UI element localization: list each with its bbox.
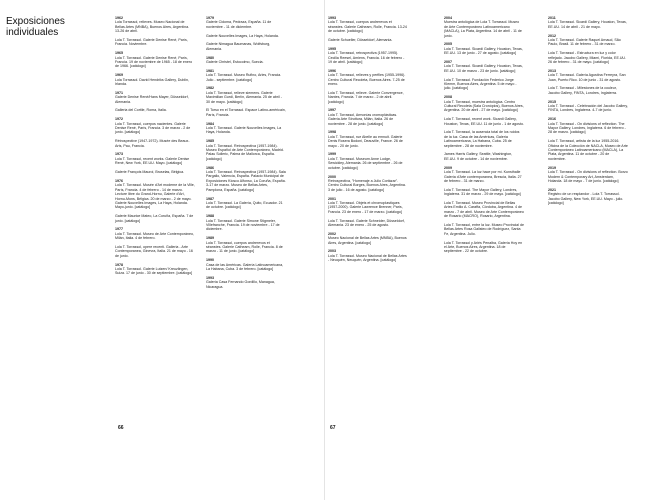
exhibition-entry (444, 16, 524, 38)
entry-text: Lola T. Torrassol. Retrospectiva (1957-1984). Museo Español de Arte Contemporáneo, Madrid. Palau Solleric, Palma de Mallorca, España. [catálogo] (206, 143, 284, 161)
page-number-left: 66 (118, 425, 124, 431)
exhibition-entry (115, 108, 195, 112)
entry-text: Lola T. Torrassol - Milestones de la couleur, Jacobo Gallery, FINTA, Londres, Inglaterra. (548, 86, 617, 95)
entry-text: Lola T. Torrassol y Ariés Penalba, Galería Hoy en el Arte, Buenos Aires, Argentina. 18 de septiembre - 22 de octubre. (444, 240, 523, 254)
exhibition-entry (328, 69, 408, 87)
entry-year: 1978 (115, 262, 123, 267)
exhibition-entry (548, 69, 628, 82)
exhibition-entry (548, 117, 628, 135)
exhibition-entry (548, 166, 628, 184)
exhibition-entry (328, 108, 408, 126)
entry-text: Lola T. Torrassol, entre la luz. Museo Provincial de Bellas Artes Rosa Galisteo de Rodríguez, Santa Fe, Argentina. Julio. (444, 222, 524, 236)
entry-text: Galerie François Mauroi, Bruselas, Bélgica. (115, 170, 185, 175)
entry-text: Lola T. Torrassol. Galerie Simone Stigmeier, Villefranche, Francia. 19 de noviembre - 17 de diciembre. (206, 218, 280, 232)
exhibition-entry (444, 241, 524, 254)
exhibition-entry (206, 276, 286, 289)
exhibition-entry (444, 166, 524, 184)
entry-text: Lola T. Torrassol, la ausencia total de los ruidos de la luz. Casa de las Américas, Galería Latinoamericana, La Habana, Cuba. 25 de septiembre - 28 de noviembre. (444, 130, 520, 148)
entry-text: El Torso en el Torrassol. Espace Latino-américain, París, Francia. (206, 108, 286, 117)
entry-text: Lola T. Torrassol, relieves y perfiles (1955-1996). Centro Cultural Recoleta, Buenos Aires. 7-25 de enero. (328, 73, 406, 87)
entry-text: Lola T. Torrassol. Sicardi Gallery, Houston, Texas, EE.UU. 14 de abril - 21 de mayo. (548, 20, 627, 29)
exhibition-entry (548, 51, 628, 64)
exhibition-entry (328, 219, 408, 228)
entry-year: 1995 (328, 46, 336, 51)
entry-text: Lola Torrassol, relieves. Museo Nacional de Bellas Artes (MNBA), Buenos Aires, Argentina. 13-26 de abril. (115, 20, 190, 34)
entry-text: Lola T. Torrassol. Galería Agustina Ferreyra, San Juan, Puerto Rico. 10 de junio - 31 de agosto. (548, 73, 626, 82)
exhibition-entry (328, 232, 408, 245)
entry-year: 1980 (206, 55, 214, 60)
exhibition-entry (206, 42, 286, 51)
exhibition-entry (115, 227, 195, 240)
exhibition-entry (444, 60, 524, 73)
exhibition-entry (206, 197, 286, 210)
exhibition-entry (548, 100, 628, 113)
exhibition-entry (444, 78, 524, 91)
entry-text: Lola T. Torrassol, recent work. Sicardi Gallery, Houston, Texas, EE.UU. 11 de junio - 1 de agosto. (444, 117, 524, 126)
exhibition-entry (548, 188, 628, 206)
entry-year: 1998 (328, 130, 336, 135)
right-column-1 (328, 16, 408, 267)
right-column-3 (548, 16, 628, 210)
entry-text: Lola T. Torrassol. La luz hace por mí. Kunsthalle Galería d'Arte contemporanea, Brescia, Italia. 27 de febrero - 31 de marzo. (444, 170, 522, 183)
entry-text: Lola T. Torrassol. Galerie Denise René, París, Francia. Noviembre. (115, 38, 188, 47)
entry-year: 1997 (328, 108, 336, 113)
exhibition-entry (548, 34, 628, 47)
entry-year: 1969 (115, 73, 123, 78)
exhibition-entry (115, 263, 195, 276)
entry-year: 2011 (548, 16, 556, 20)
entry-year: 2013 (548, 68, 556, 73)
entry-text: Lola T. Torrassol. Galerie Lutzen/ Kreuzlingen, Suiza. 17 de junio - 30 de septiembre. [catálogo] (115, 266, 193, 276)
entry-text: Museo Nacional de Bellas Artes (MNBA), Buenos Aires, Argentina. [catálogo] (328, 236, 407, 245)
exhibition-entry (328, 16, 408, 34)
entry-text: Lola T. Torrassol. Galerie Denise René, París, Francia. 19 de noviembre de 1965 - 18 de enero de 1966. [catálogo] (115, 55, 193, 69)
entry-year: 1986 (206, 165, 214, 170)
entry-text: Retrospectiva, "Homenaje a Julio Cortázar". Centro Cultural Borges, Buenos Aires, Argentina. 3 de julio - 16 de agosto. [catálogo] (328, 178, 406, 192)
exhibition-entry (206, 139, 286, 161)
left-column-1 (115, 16, 195, 280)
entry-year: 1993 (206, 275, 214, 280)
exhibition-entry (206, 122, 286, 135)
entry-year: 1965 (115, 51, 123, 56)
entry-text: Lola T. Torrassol, relieve. Galerie Convergence, Nantes, Francia. 7 de marzo - 2 de abril. [catálogo] (328, 90, 404, 104)
entry-text: Galerie Schueller, Düsseldorf, Alemania. (328, 38, 393, 43)
entry-text: Lola T. Torrassol, cuerpos nacientes. Galerie Denise René, París, Francia. 3 de marzo - 2 de junio. [catálogo] (115, 121, 191, 135)
exhibition-entry (206, 69, 286, 82)
entry-year: 2008 (444, 95, 452, 100)
entry-year: 1996 (328, 68, 336, 73)
entry-year: 1973 (115, 152, 123, 157)
exhibition-entry (328, 91, 408, 104)
exhibition-entry (548, 139, 628, 161)
exhibition-entry (444, 42, 524, 55)
exhibition-entry (115, 51, 195, 69)
exhibition-entry (444, 130, 524, 148)
entry-text: Lola T. Torrassol - Estructura en luz y color reflejado. Jacobo Gallery, Miami, Florida, EE.UU. 26 de febrero - 31 de mayo. [catálogo] (548, 51, 627, 65)
exhibition-entry (115, 214, 195, 223)
exhibition-entry (115, 179, 195, 210)
exhibition-entry (444, 117, 524, 126)
entry-text: Lola T. Torrassol. Musée d'Art moderne de la Ville, París, Francia. 4 de febrero - 14 de marzo. Lecture libre du Grand-Hornu, Galerie d'Art, Hornu-Mons, Bélgica. 20 de marzo - 2 de mayo. Galerie Nouvelles Images, La Haya, Holanda. Mayo-junio. [catálogo] (115, 183, 195, 210)
entry-text: Lola T. Torrassol, artista de la luz 1955-2016. Oficina de la Colección de NACLA, Museo de Arte Contemporáneo Latinoamericano (MACLA), La Plata, Argentina. 11 de octubre - 20 de noviembre. (548, 139, 628, 161)
entry-year: 1989 (206, 236, 214, 241)
entry-text: Lola T. Torrassol, retrospectiva (1957-1995). Cecilia Reesel, Amiens, Francia. 16 de febrero - 19 de abril. [catálogo] (328, 51, 405, 65)
exhibition-entry (444, 223, 524, 236)
entry-text: James Harris Gallery, Seattle, Washington, EE.UU. 9 de octubre - 14 de noviembre. (444, 152, 513, 161)
exhibition-entry (328, 47, 408, 65)
entry-text: Galería Casa Fernando Gordillo, Managua, Nicaragua. (206, 280, 275, 289)
entry-text: Lola T. Torrassol, rue Abelle au emnuit. Galerie Denis Rosera Bodoni, Deauville, France. 26 de mayo - 20 de junio. (328, 134, 403, 148)
entry-year: 2003 (328, 249, 336, 254)
entry-text: Lola T. Torrassol - On divisions of reflection. Borzo Modern & Contemporary Art, Amsterdam, Holanda. 18 de mayo - 7 de junio. [catálogo] (548, 170, 628, 183)
entry-text: Lola T. Torrassol, Armonías cromoplásticas. Galería Arte Struttura, Milán, Italia. 26 de noviembre - 28 de junio. [catálogo] (328, 112, 398, 126)
entry-text: Galerie Nouvelles Images, La Haya, Holanda. (206, 33, 279, 38)
exhibition-entry (206, 56, 286, 65)
entry-text: Lola T. Torrassol, cuerpos andrerevos et séanstes. Galerie Catheam, Rolle, Francia. 13-24 de octubre. [catálogo] (328, 20, 407, 34)
exhibition-entry (115, 16, 195, 34)
entry-text: Galerie Maurice Mateo, La Coruña, España. 7 de junio. [catálogo] (115, 214, 194, 223)
entry-year: 2007 (444, 60, 452, 65)
entry-text: Lola T. Torrassol, relieve siemens. Galerie Maximilian Gurdi, Berlín, Alemania. 25 de abril - 30 de mayo. [catálogo] (206, 90, 282, 104)
entry-year: 2001 (328, 196, 336, 201)
page-gutter (324, 0, 325, 500)
entry-year: 1988 (206, 214, 214, 219)
entry-text: Lola T. Torrassol. Galerie Nouvelles Images, La Haya, Holanda. (206, 126, 282, 135)
exhibition-entry (548, 16, 628, 29)
exhibition-entry (328, 197, 408, 215)
entry-text: Galerie Nimagua Baumanas, Wolfsburg, Alemania. (206, 42, 271, 51)
left-page (0, 0, 324, 500)
left-column-2 (206, 16, 286, 293)
entry-text: Lola T. Torrassol, opere recenti. Galleria - Arte Contemporanea, Ginevra, Italia. 21 de mayo - 16 de junio. (115, 244, 193, 258)
entry-text: Casa de las Américas. Galería Latinoamericana, La Habana, Cuba. 3 de febrero. [catálogo] (206, 262, 284, 271)
entry-year: 1979 (206, 16, 214, 20)
exhibition-entry (115, 117, 195, 135)
exhibition-entry (444, 201, 524, 219)
entry-text: Lola T. Torrassol, muestra antológica. Centro Cultural Recoleta (Sala Cronópios), Buenos Aires, Argentina. 20 de abril - 27 de mayo. [catálogo] (444, 99, 524, 113)
exhibition-entry (206, 214, 286, 232)
entry-text: Lola T. Torrassol. La Galería, Quito, Ecuador. 21 de octubre. [catálogo] (206, 200, 283, 210)
entry-year: 2021 (548, 187, 556, 192)
entry-text: Lola Torrassol. David Hendriks Gallery, Dublin, Irlanda. (115, 77, 189, 87)
exhibition-entry (328, 130, 408, 148)
exhibition-entry (206, 166, 286, 192)
page-number-right: 67 (330, 425, 336, 431)
entry-text: Lola T. Torrassol. Museo Provincial de Bellas Artes Emilio A. Caraffa, Córdoba, Argentina. 4 de marzo - 7 de abril. Museo de Arte Contemporáneo de Rosario (MACRO), Rosario, Argentina. (444, 200, 524, 219)
entry-year: 2002 (328, 231, 336, 236)
exhibition-entry (115, 139, 195, 148)
entry-year: 1999 (328, 152, 336, 157)
exhibition-entry (444, 152, 524, 161)
exhibition-entry (115, 170, 195, 174)
entry-year: 1971 (115, 90, 123, 95)
entry-text: Lola T. Torrassol, recent works. Galerie Denise René, New York, EE.UU. Mayo. [catálogo] (115, 156, 190, 166)
entry-year: 1982 (206, 86, 214, 91)
entry-text: Lola T. Torrassol - Celebración del Jacobo Gallery, FINTA, Londres, Inglaterra. 4-7 de junio. (548, 104, 628, 113)
exhibition-entry (206, 258, 286, 271)
exhibition-entry (206, 86, 286, 104)
exhibition-entry (206, 34, 286, 38)
exhibition-entry (328, 175, 408, 193)
exhibition-entry (444, 95, 524, 113)
right-page (326, 0, 650, 500)
exhibition-entry (328, 152, 408, 170)
entry-year: 1990 (206, 258, 214, 263)
exhibition-entry (115, 73, 195, 86)
entry-text: Lola T. Torrassol. The Mayor Gallery, Londres, Inglaterra. 31 de marzo - 29 de mayo. [catálogo] (444, 187, 521, 197)
entry-text: Lola T. Torrassol. Sicardi Gallery, Houston, Texas, EE.UU. 13 de junio - 27 de agosto. [catálogo] (444, 46, 523, 56)
exhibition-entry (115, 152, 195, 165)
entry-text: Galerie Christel, Estocolmo, Suecia. (206, 60, 264, 65)
entry-text: Lola T. Torrassol. Museo Nacional de Bellas Artes - Neuquén, Neuquén, Argentina. [catálogo] (328, 253, 407, 263)
entry-text: Lola T. Torrassol. Objets et chromoplastiques (1957-2000). Galerie Lawrence Brenner, París, Francia. 23 de enero - 17 de marzo. [catálogo] (328, 200, 403, 214)
entry-year: 2015 (548, 99, 556, 104)
entry-year: 1984 (206, 121, 214, 126)
entry-year: 1987 (206, 196, 214, 201)
exhibition-entry (206, 108, 286, 117)
exhibition-entry (444, 188, 524, 197)
exhibition-entry (548, 86, 628, 95)
entry-year: 2000 (328, 174, 336, 179)
right-column-2 (444, 16, 524, 258)
entry-text: Lola T. Torrassol. Museo Rufino, Arles, Francia. Julio - septiembre. [catálogo] (206, 73, 282, 82)
entry-text: Lola T. Torrassol, cuerpos andrerevos et séanstes. Galerie Catheam, Rolle, Francia. 8 de marzo - 11 de junio. [catálogo] (206, 240, 283, 254)
exhibition-entry (328, 249, 408, 262)
entry-year: 2004 (444, 16, 452, 20)
entry-text: Lola T. Torrassol. Sicardi Gallery, Houston, Texas, EE.UU. 10 de marzo - 23 de junio. [catálogo] (444, 64, 523, 73)
entry-text: Lola T. Torrassol. Fundación Federico Jorge Klemm, Buenos Aires, Argentina. 5 de mayo - julio. [catálogo] (444, 77, 517, 91)
exhibition-entry (115, 38, 195, 47)
entry-text: Muestra antológica de Lola T. Torrassol. Museo de Arte Contemporáneo Latinoamericano (MACLA), La Plata, Argentina. 14 de abril - 11 de junio. (444, 20, 522, 38)
entry-year: 1993 (328, 16, 336, 20)
entry-text: Lola T. Torrassol - On divisions of reflection. The Mayor Gallery, Londres, Inglaterra. 6 de febrero - 28 de marzo. [catálogo] (548, 121, 626, 135)
entry-text: Rétrospective (1947-1972). Musée des Beaux-Arts, Pau, Francia. (115, 139, 190, 148)
entry-year: 2005 (444, 42, 452, 47)
entry-year: 2019 (548, 165, 556, 170)
entry-text: Lola T. Torrassol. Museum Anne Lodge, Sewickley, Alemania. 26 de septiembre - 26 de octubre. [catálogo] (328, 156, 403, 170)
entry-year: 2016 (548, 117, 556, 122)
entry-text: Registro de un resplandor - Lola T. Torrassol. Jacobo Gallery, New York, EE.UU. Mayo - julio. [catálogo] (548, 192, 624, 205)
entry-year: 1985 (206, 139, 214, 144)
entry-text: Galerie Cidoma, Pedraza, España. 11 de noviembre - 11 de diciembre. (206, 20, 272, 29)
entry-year: 2012 (548, 33, 556, 38)
exhibition-entry (328, 38, 408, 42)
entry-year: 1977 (115, 227, 123, 232)
entry-year: 1981 (206, 68, 214, 73)
entry-text: Lola T. Torrassol. Retrospectiva (1957-1984). Sala Pargallo, Valencia, España. Palacio Municipal de Exposiciones Kiosco Alfonso, La Coruña, España. 3-17 de marzo. Museo de Bellas Artes, Pamplona, España. [catálogo] (206, 170, 286, 192)
entry-year: 1976 (115, 178, 123, 183)
entry-text: Galerie Denise René/Hans Mayer, Düsseldorf, Alemania. (115, 95, 189, 104)
entry-year: 2009 (444, 165, 452, 170)
entry-text: Lola T. Torrassol. Galerie Raquel Arnaud, São Paulo, Brasil. 11 de febrero - 31 de marzo. (548, 38, 621, 47)
entry-text: Galleria del Cortile, Roma, Italia. (115, 108, 167, 113)
section-title: Exposiciones individuales (6, 16, 65, 38)
entry-year: 1962 (115, 16, 123, 20)
entry-text: Lola T. Torrassol. Galerie Schneider, Düsseldorf, Alemania. 23 de enero - 25 de agosto. (328, 218, 405, 227)
exhibition-entry (115, 245, 195, 258)
exhibition-entry (206, 236, 286, 254)
entry-text: Lola T. Torrassol. Museo de Arte Contemporáneo, Milán, Italia. 4 de febrero. (115, 231, 194, 241)
entry-year: 1972 (115, 117, 123, 122)
exhibition-entry (206, 16, 286, 29)
exhibition-entry (115, 91, 195, 104)
